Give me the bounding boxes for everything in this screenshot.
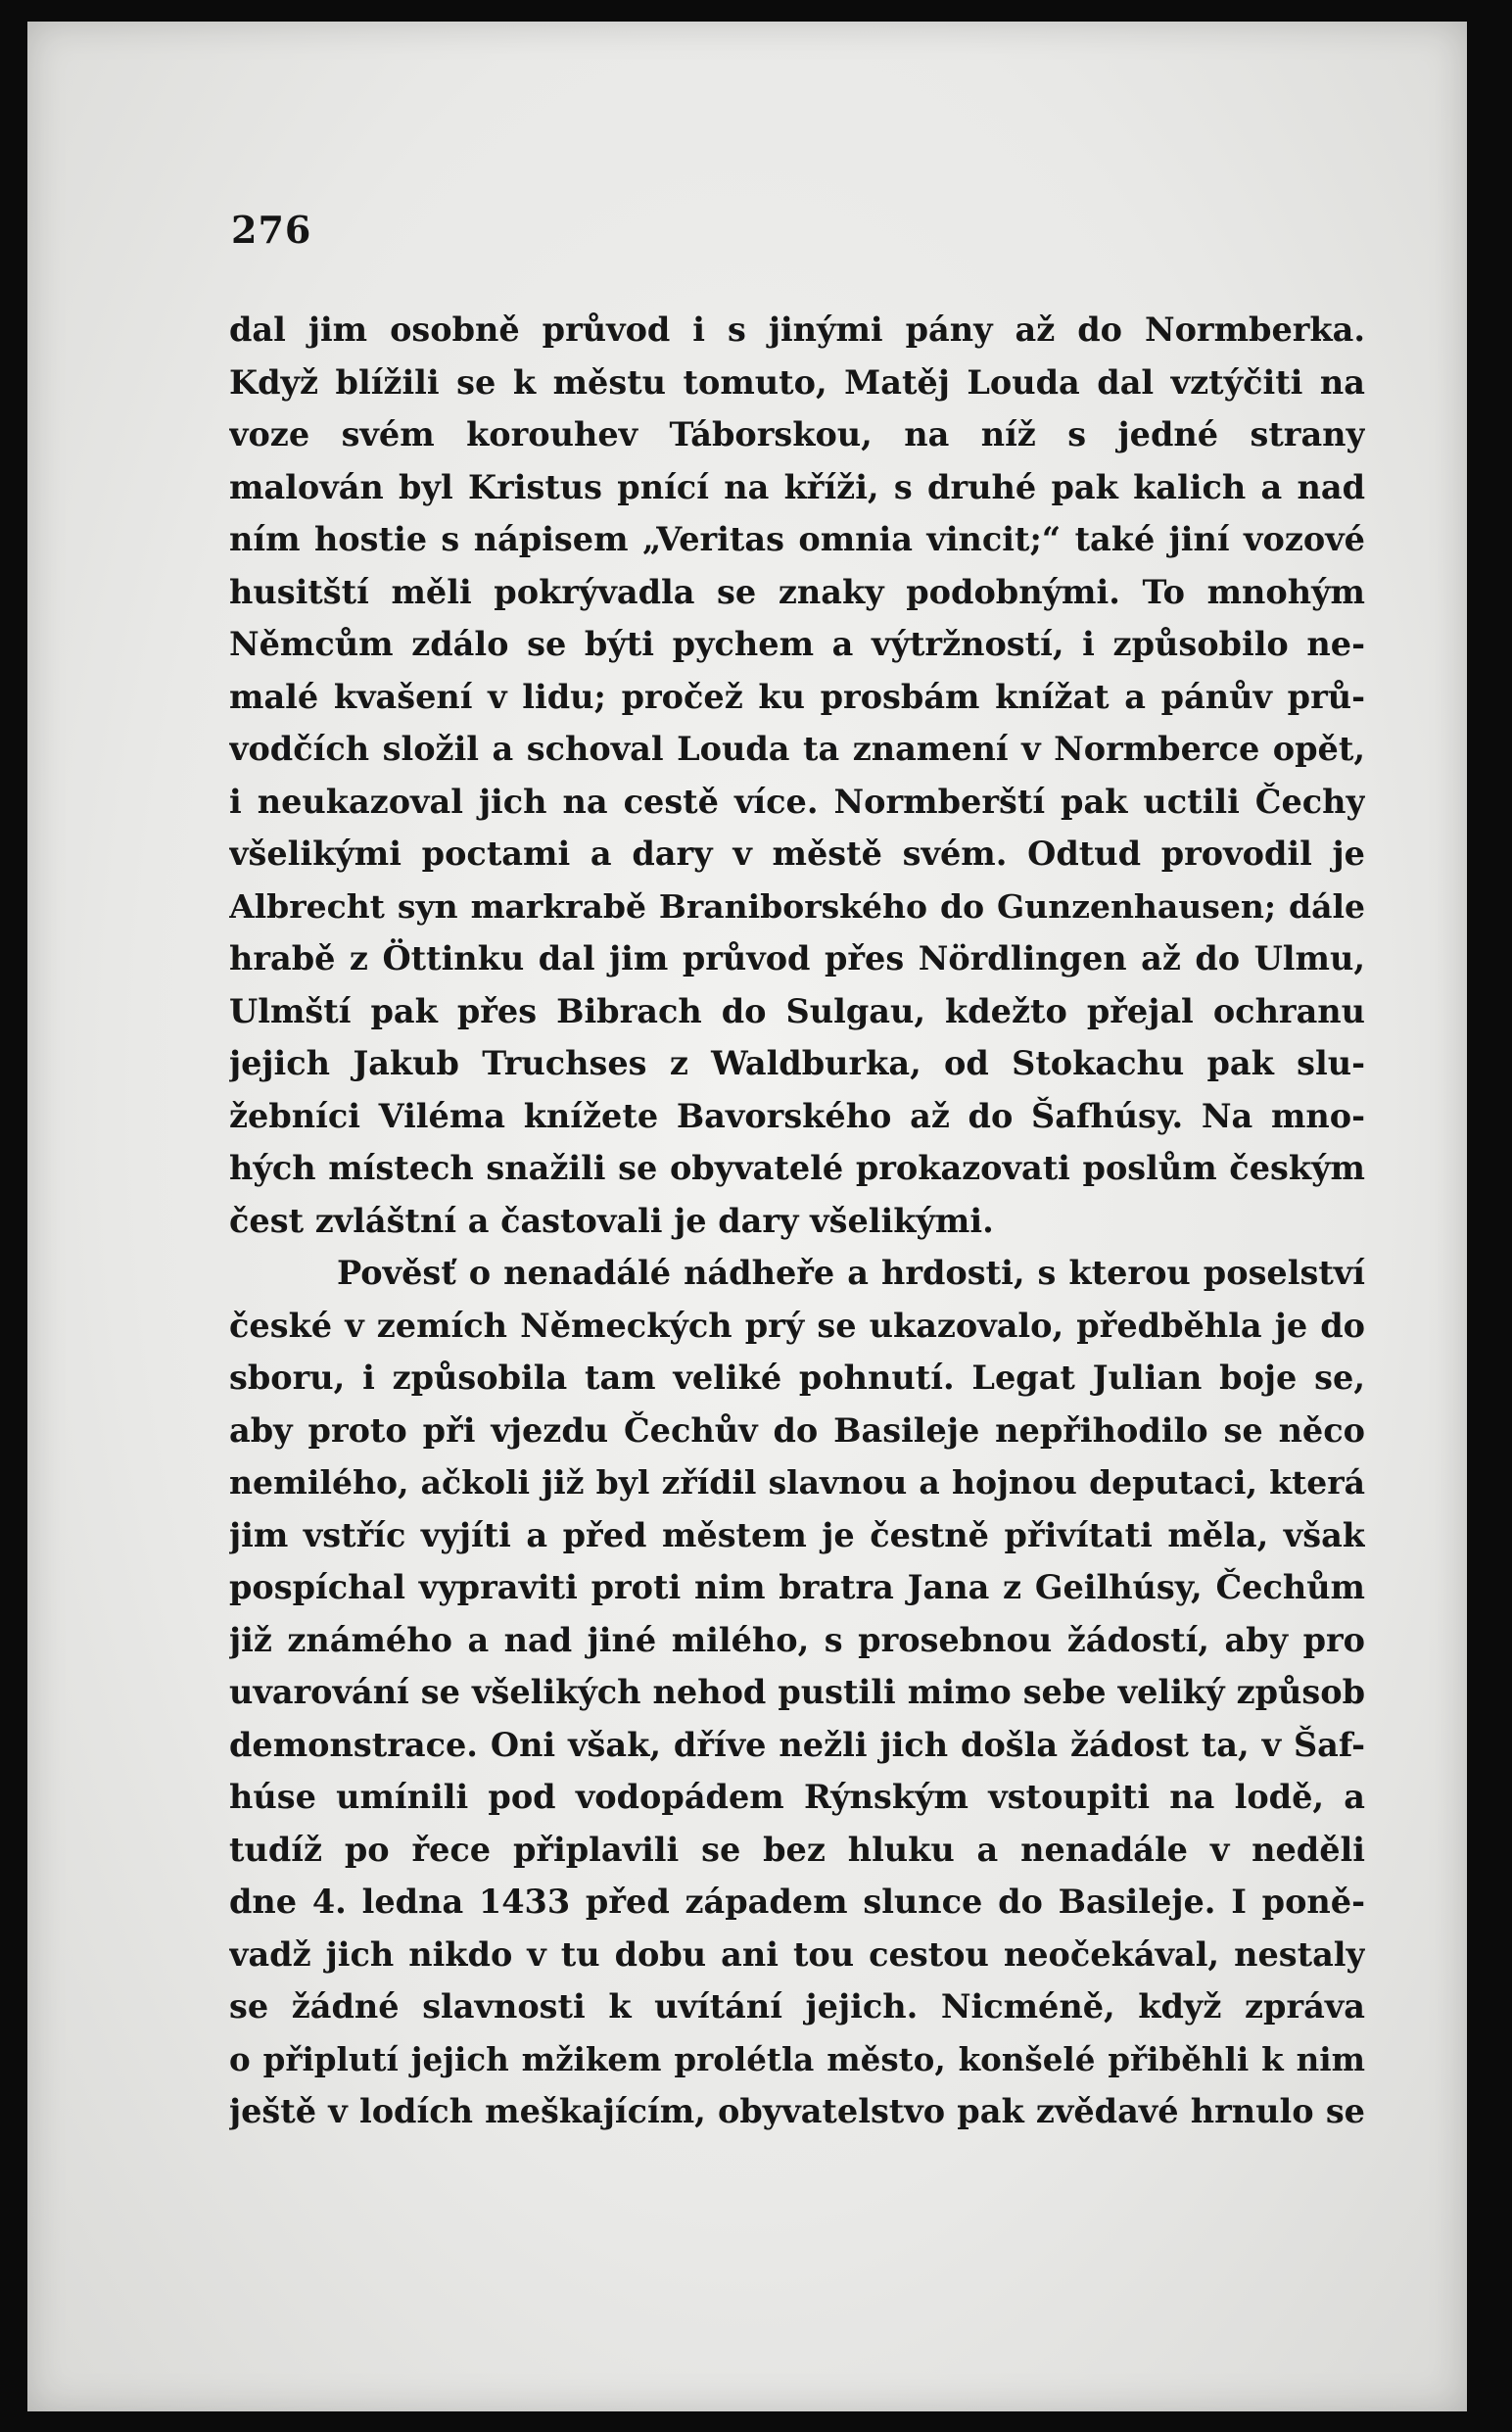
paragraph-last-line: čest zvláštní a častovali je dary všelikými. — [229, 1201, 994, 1240]
text-line: jim vstříc vyjíti a před městem je čestně přivítati měla, však — [229, 1515, 1365, 1554]
text-line: husitští měli pokrývadla se znaky podobnými. To mnohým — [229, 572, 1365, 611]
body-text — [229, 304, 1365, 2138]
text-line: malé kvašení v lidu; pročež ku prosbám knížat a pánův prů- — [229, 677, 1365, 716]
page-number: 276 — [231, 208, 312, 252]
text-line: uvarování se všelikých nehod pustili mimo sebe veliký způsob — [229, 1673, 1365, 1711]
text-line: malován byl Kristus pnící na kříži, s druhé pak kalich a nad — [229, 467, 1365, 506]
text-line: se žádné slavnosti k uvítání jejich. Nicméně, když zpráva — [229, 1987, 1365, 2026]
text-line: ním hostie s nápisem „Veritas omnia vincit;“ také jiní vozové — [229, 520, 1365, 558]
text-line: dal jim osobně průvod i s jinými pány až do Normberka. — [229, 310, 1365, 349]
text-line: o připlutí jejich mžikem prolétla město, konšelé přiběhli k nim — [229, 2039, 1365, 2078]
paragraph-first-line: Pověsť o nenadálé nádheře a hrdosti, s kterou poselství — [337, 1254, 1365, 1292]
text-line: aby proto při vjezdu Čechův do Basileje nepřihodilo se něco — [229, 1410, 1365, 1450]
text-line: nemilého, ačkoli již byl zřídil slavnou a hojnou deputaci, která — [229, 1463, 1365, 1502]
text-line: Albrecht syn markrabě Braniborského do Gunzenhausen; dále — [229, 886, 1365, 926]
text-line: již známého a nad jiné milého, s prosebnou žádostí, aby pro — [229, 1620, 1365, 1659]
text-line: sboru, i způsobila tam veliké pohnutí. Legat Julian boje se, — [229, 1359, 1365, 1397]
text-line: české v zemích Německých prý se ukazovalo, předběhla je do — [229, 1306, 1365, 1345]
text-line: pospíchal vypraviti proti nim bratra Jana z Geilhúsy, Čechům — [229, 1568, 1365, 1606]
text-line: demonstrace. Oni však, dříve nežli jich došla žádost ta, v Šaf- — [229, 1725, 1365, 1764]
text-line: i neukazoval jich na cestě více. Normberští pak uctili Čechy — [229, 782, 1365, 821]
text-line: žebníci Viléma knížete Bavorského až do Šafhúsy. Na mno- — [229, 1096, 1365, 1135]
text-line: voze svém korouhev Táborskou, na níž s jedné strany — [229, 415, 1365, 453]
text-line: ještě v lodích meškajícím, obyvatelstvo pak zvědavé hrnulo se — [229, 2092, 1365, 2130]
text-line: tudíž po řece připlavili se bez hluku a nenadále v neděli — [229, 1830, 1365, 1869]
text-line: Ulmští pak přes Bibrach do Sulgau, kdežto přejal ochranu — [229, 991, 1365, 1030]
text-line: dne 4. ledna 1433 před západem slunce do Basileje. I poně- — [229, 1883, 1365, 1921]
text-line: hrabě z Öttinku dal jim průvod přes Nördlingen až do Ulmu, — [229, 939, 1365, 978]
text-line: vadž jich nikdo v tu dobu ani tou cestou neočekával, nestaly — [229, 1934, 1365, 1974]
text-line: húse umínili pod vodopádem Rýnským vstoupiti na lodě, a — [229, 1778, 1365, 1816]
text-line: jejich Jakub Truchses z Waldburka, od Stokachu pak slu- — [229, 1044, 1365, 1082]
text-line: Když blížili se k městu tomuto, Matěj Louda dal vztýčiti na — [229, 362, 1365, 402]
text-line: Němcům zdálo se býti pychem a výtržností, i způsobilo ne- — [229, 625, 1365, 663]
text-line: hých místech snažili se obyvatelé prokazovati poslům českým — [229, 1149, 1365, 1187]
text-line: všelikými poctami a dary v městě svém. Odtud provodil je — [229, 835, 1365, 873]
text-line: vodčích složil a schoval Louda ta znamení v Normberce opět, — [229, 730, 1365, 768]
